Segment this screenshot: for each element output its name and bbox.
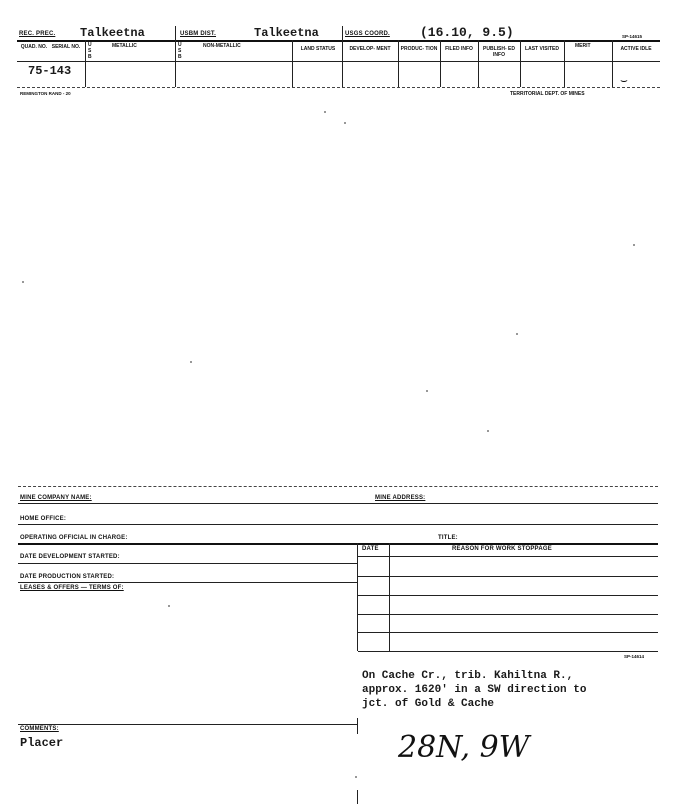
remington-stamp: REMINGTON RAND - 20 [20, 91, 71, 96]
comments-label: COMMENTS: [20, 726, 59, 732]
filed-info-header: FILED INFO [445, 46, 473, 52]
location-note-line-3: jct. of Gold & Cache [362, 698, 495, 710]
title-label: TITLE: [438, 535, 458, 541]
date-col-header: DATE [362, 546, 379, 552]
development-header: DEVELOP- MENT [349, 46, 391, 52]
date-production-label: DATE PRODUCTION STARTED: [20, 574, 115, 580]
date-development-label: DATE DEVELOPMENT STARTED: [20, 554, 120, 560]
serial-no-header: SERIAL NO. [51, 44, 81, 50]
comments-value: Placer [20, 736, 64, 750]
location-note-line-2: approx. 1620' in a SW direction to [362, 684, 587, 696]
active-idle-header: ACTIVE IDLE [620, 46, 652, 52]
land-status-header: LAND STATUS [300, 46, 336, 52]
form-number: SP-14615 [622, 34, 643, 39]
lower-form-number: SP-14614 [624, 654, 645, 659]
mine-company-name-label: MINE COMPANY NAME: [20, 495, 92, 501]
quad-no-header: QUAD. NO. [20, 44, 48, 50]
location-note-line-1: On Cache Cr., trib. Kahiltna R., [362, 670, 574, 682]
usgs-coord-value: (16.10, 9.5) [420, 25, 514, 40]
production-header: PRODUC- TION [400, 46, 438, 52]
usgs-coord-label: USGS COORD. [345, 31, 390, 37]
usb-letter-1: U [88, 42, 92, 48]
metallic-header: METALLIC [112, 43, 137, 49]
idle-mark: ⌣ [620, 73, 628, 87]
handwritten-coords: 28N, 9W [398, 730, 530, 765]
non-metallic-header: NON-METALLIC [203, 43, 241, 49]
published-info-header: PUBLISH- ED INFO [483, 46, 515, 58]
home-office-label: HOME OFFICE: [20, 516, 67, 522]
rec-prec-value: Talkeetna [80, 26, 145, 40]
reason-col-header: REASON FOR WORK STOPPAGE [452, 546, 552, 552]
usb-letter-2: S [88, 48, 92, 54]
usb-letter-6: B [178, 54, 182, 60]
territorial-stamp: TERRITORIAL DEPT. OF MINES [510, 91, 585, 97]
leases-offers-label: LEASES & OFFERS — TERMS OF: [20, 585, 124, 591]
usbm-dist-label: USBM DIST. [180, 31, 217, 37]
mine-address-label: MINE ADDRESS: [375, 495, 426, 501]
usbm-dist-value: Talkeetna [254, 26, 319, 40]
usb-letter-5: S [178, 48, 182, 54]
rec-prec-label: REC. PREC. [19, 31, 56, 37]
last-visited-header: LAST VISITED [525, 46, 559, 52]
usb-letter-3: B [88, 54, 92, 60]
quad-serial-value: 75-143 [28, 64, 72, 78]
operating-official-label: OPERATING OFFICIAL IN CHARGE: [20, 535, 128, 541]
merit-header: MERIT [575, 43, 591, 49]
usb-letter-4: U [178, 42, 182, 48]
